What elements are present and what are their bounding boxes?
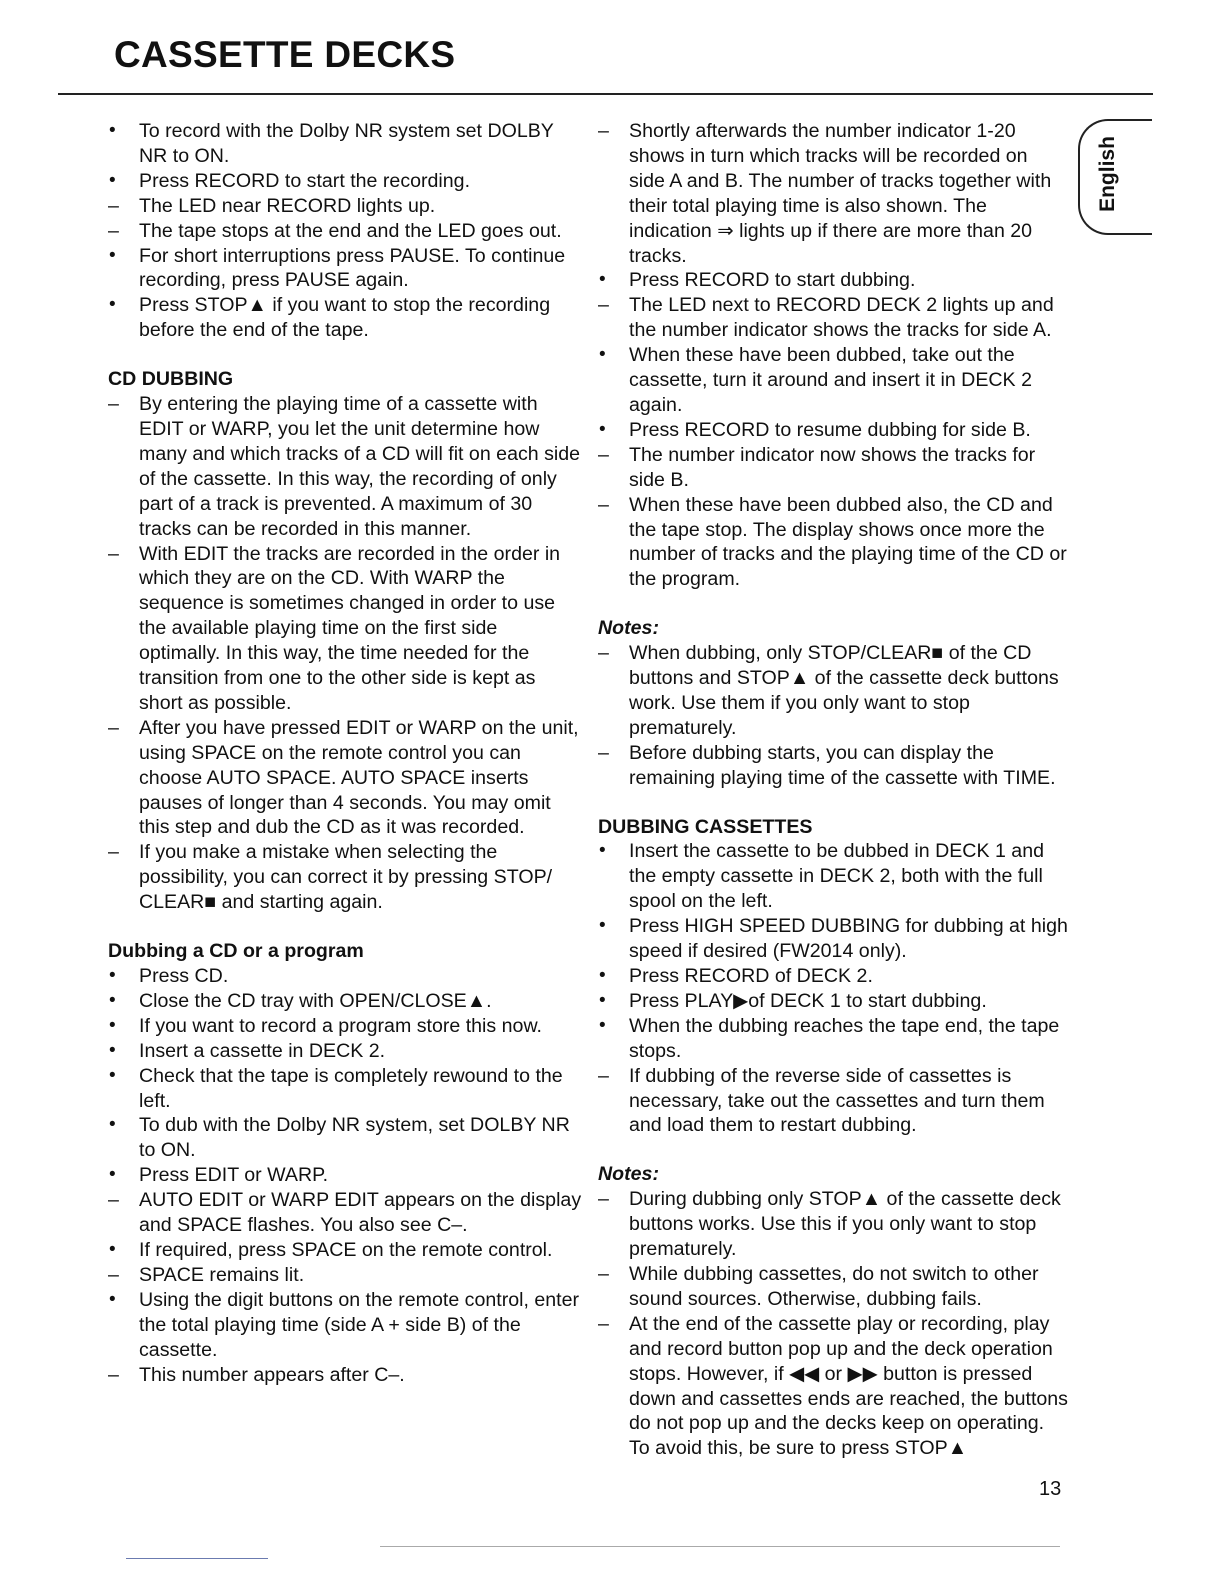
item-text: Shortly afterwards the number indicator 1-20 shows in turn which tracks will be recorded on side A and B. The number of tracks together with their total playing time is also shown. The indication ⇒ lights up if there are more than 20 tracks. [629, 120, 1052, 267]
dash-marker: – [598, 1064, 609, 1087]
dash-item [598, 641, 1068, 741]
bullet-item [108, 1288, 582, 1363]
notes-heading: Notes: [598, 617, 659, 640]
dash-marker: – [108, 1363, 119, 1386]
bullet-marker: • [599, 418, 606, 440]
item-text: Press HIGH SPEED DUBBING for dubbing at high speed if desired (FW2014 only). [629, 915, 1068, 963]
bullet-item [108, 964, 582, 989]
item-text: SPACE remains lit. [139, 1263, 305, 1286]
item-text: Before dubbing starts, you can display the remaining playing time of the cassette with TIME. [629, 741, 1056, 789]
item-text: With EDIT the tracks are recorded in the order in which they are on the CD. With WARP the sequence is sometimes changed in order to use the available playing time on the first side optimally. In this way, the time needed for the transition from one to the other side is kept as short as possible. [139, 542, 561, 714]
bullet-marker: • [109, 965, 116, 986]
dash-marker: – [598, 493, 609, 516]
right-column [598, 119, 1068, 1461]
dash-marker: – [598, 642, 609, 665]
bullet-item [108, 244, 582, 294]
bullet-marker: • [109, 169, 116, 191]
dash-item [598, 1312, 1068, 1461]
dash-item [598, 1187, 1068, 1262]
dash-marker: – [598, 120, 609, 142]
item-text: Insert a cassette in DECK 2. [139, 1039, 386, 1062]
item-text: Press STOP▲ if you want to stop the recording before the end of the tape. [139, 294, 551, 342]
item-text: Close the CD tray with OPEN/CLOSE▲. [139, 989, 492, 1012]
item-text: When these have been dubbed, take out the cassette, turn it around and insert it in DECK 2 again. [629, 344, 1032, 416]
bullet-marker: • [599, 965, 606, 986]
item-text: AUTO EDIT or WARP EDIT appears on the display and SPACE flashes. You also see C–. [139, 1189, 582, 1237]
notes-heading: Notes: [598, 1163, 659, 1186]
dash-marker: – [108, 716, 119, 739]
dash-marker: – [108, 841, 119, 864]
item-text: Press PLAY▶of DECK 1 to start dubbing. [629, 989, 987, 1012]
item-text: The LED next to RECORD DECK 2 lights up and the number indicator shows the tracks for side A. [629, 294, 1054, 342]
item-text: Press RECORD to resume dubbing for side B. [629, 418, 1031, 441]
item-text: Using the digit buttons on the remote control, enter the total playing time (side A + side B) of the cassette. [139, 1288, 580, 1361]
bullet-item [598, 964, 1068, 989]
bullet-item [108, 1014, 582, 1039]
dash-item [598, 493, 1068, 593]
item-text: Press CD. [139, 965, 229, 987]
item-text: To record with the Dolby NR system set DOLBY NR to ON. [139, 120, 554, 167]
dash-item [598, 119, 1068, 268]
item-text: If you want to record a program store this now. [139, 1014, 542, 1037]
dash-item [108, 194, 582, 219]
bullet-marker: • [109, 244, 116, 266]
bullet-marker: • [109, 989, 116, 1011]
dash-item [108, 219, 582, 244]
bullet-marker: • [599, 1014, 606, 1036]
dash-item [108, 1188, 582, 1238]
section-heading: DUBBING CASSETTES [598, 815, 813, 838]
item-text: Press RECORD of DECK 2. [629, 965, 873, 987]
dash-item [108, 1363, 582, 1388]
section-heading: CD DUBBING [108, 368, 234, 391]
bullet-marker: • [599, 915, 606, 937]
dash-marker: – [108, 1189, 119, 1212]
bullet-item [108, 1163, 582, 1188]
dash-marker: – [598, 294, 609, 317]
bullet-marker: • [109, 1064, 116, 1086]
item-text: When dubbing, only STOP/CLEAR■ of the CD buttons and STOP▲ of the cassette deck buttons work. Use them if you only want to stop prematurely. [629, 642, 1059, 739]
page-number: 13 [1039, 1478, 1062, 1500]
dash-marker: – [108, 194, 119, 217]
dash-marker: – [108, 1263, 119, 1286]
language-tab-label: English [1096, 136, 1119, 212]
bullet-item [108, 1064, 582, 1114]
bullet-item [108, 989, 582, 1014]
dash-item [108, 716, 582, 841]
item-text: If required, press SPACE on the remote control. [139, 1238, 553, 1261]
dash-marker: – [598, 1262, 609, 1285]
bullet-marker: • [599, 840, 606, 862]
dash-item [108, 392, 582, 541]
dash-item [108, 1263, 582, 1288]
scan-line [126, 1558, 268, 1559]
item-text: The LED near RECORD lights up. [139, 194, 436, 217]
dash-item [108, 542, 582, 716]
bullet-marker: • [109, 1164, 116, 1186]
item-text: To dub with the Dolby NR system, set DOLBY NR to ON. [139, 1114, 570, 1162]
item-text: Press RECORD to start dubbing. [629, 269, 916, 292]
item-text: Insert the cassette to be dubbed in DECK 1 and the empty cassette in DECK 2, both with the full spool on the left. [629, 840, 1044, 913]
bullet-marker: • [109, 1114, 116, 1136]
bullet-item [598, 1014, 1068, 1064]
dash-item [598, 443, 1068, 493]
dash-marker: – [108, 393, 119, 416]
item-text: For short interruptions press PAUSE. To continue recording, press PAUSE again. [139, 244, 566, 292]
bullet-marker: • [109, 1039, 116, 1061]
item-text: If dubbing of the reverse side of cassettes is necessary, take out the cassettes and turn them and load them to restart dubbing. [629, 1064, 1045, 1137]
dash-item [598, 293, 1068, 343]
bullet-item [108, 293, 582, 343]
bullet-item [108, 1113, 582, 1163]
bullet-marker: • [599, 989, 606, 1011]
item-text: Check that the tape is completely rewound to the left. [139, 1064, 563, 1112]
bullet-marker: • [109, 120, 116, 141]
item-text: The number indicator now shows the tracks for side B. [629, 443, 1036, 491]
bullet-item [598, 839, 1068, 914]
item-text: Press EDIT or WARP. [139, 1164, 329, 1187]
item-text: During dubbing only STOP▲ of the cassette deck buttons works. Use this if you only want to stop prematurely. [629, 1188, 1061, 1261]
dash-marker: – [598, 443, 609, 466]
page-title: CASSETTE DECKS [114, 34, 456, 75]
item-text: While dubbing cassettes, do not switch to other sound sources. Otherwise, dubbing fails. [629, 1262, 1039, 1310]
dash-marker: – [108, 219, 119, 242]
item-text: Press RECORD to start the recording. [139, 169, 471, 192]
dash-item [598, 1262, 1068, 1312]
bullet-marker: • [109, 1014, 116, 1036]
bullet-marker: • [109, 1238, 116, 1260]
item-text: The tape stops at the end and the LED goes out. [139, 219, 562, 242]
section-heading: Dubbing a CD or a program [108, 940, 364, 963]
scan-line [380, 1546, 1060, 1547]
dash-item [598, 1064, 1068, 1139]
title-rule [58, 93, 1153, 95]
dash-item [598, 741, 1068, 791]
bullet-marker: • [109, 294, 116, 316]
item-text: After you have pressed EDIT or WARP on the unit, using SPACE on the remote control you can choose AUTO SPACE. AUTO SPACE inserts pauses of longer than 4 seconds. You may omit this step and dub the CD as it was recorded. [139, 716, 579, 839]
bullet-marker: • [109, 1288, 116, 1310]
bullet-marker: • [599, 269, 606, 291]
bullet-item [108, 119, 582, 169]
bullet-item [598, 343, 1068, 418]
item-text: When the dubbing reaches the tape end, the tape stops. [629, 1014, 1060, 1062]
dash-item [108, 840, 582, 915]
dash-marker: – [108, 542, 119, 565]
item-text: By entering the playing time of a cassette with EDIT or WARP, you let the unit determine how many and which tracks of a CD will fit on each side of the cassette. In this way, the recording of only part of a track is prevented. A maximum of 30 tracks can be recorded in this manner. [139, 393, 581, 540]
bullet-item [598, 268, 1068, 293]
dash-marker: – [598, 1188, 609, 1211]
dash-marker: – [598, 1312, 609, 1335]
bullet-item [598, 914, 1068, 964]
bullet-item [598, 989, 1068, 1014]
left-column [108, 119, 582, 1387]
bullet-marker: • [599, 344, 606, 366]
item-text: At the end of the cassette play or recording, play and record button pop up and the deck operation stops. However, if ◀◀ or ▶▶ button is pressed down and cassettes ends are reached, the buttons do not pop up and the decks keep on operating. To avoid this, be sure to press STOP▲ [629, 1312, 1068, 1460]
bullet-item [108, 169, 582, 194]
bullet-item [108, 1039, 582, 1064]
item-text: If you make a mistake when selecting the possibility, you can correct it by pressing STOP/ CLEAR■ and starting again. [139, 841, 553, 914]
item-text: When these have been dubbed also, the CD and the tape stop. The display shows once more the number of tracks and the playing time of the CD or the program. [629, 493, 1067, 591]
dash-marker: – [598, 741, 609, 764]
bullet-item [598, 418, 1068, 443]
bullet-item [108, 1238, 582, 1263]
item-text: This number appears after C–. [139, 1363, 405, 1386]
